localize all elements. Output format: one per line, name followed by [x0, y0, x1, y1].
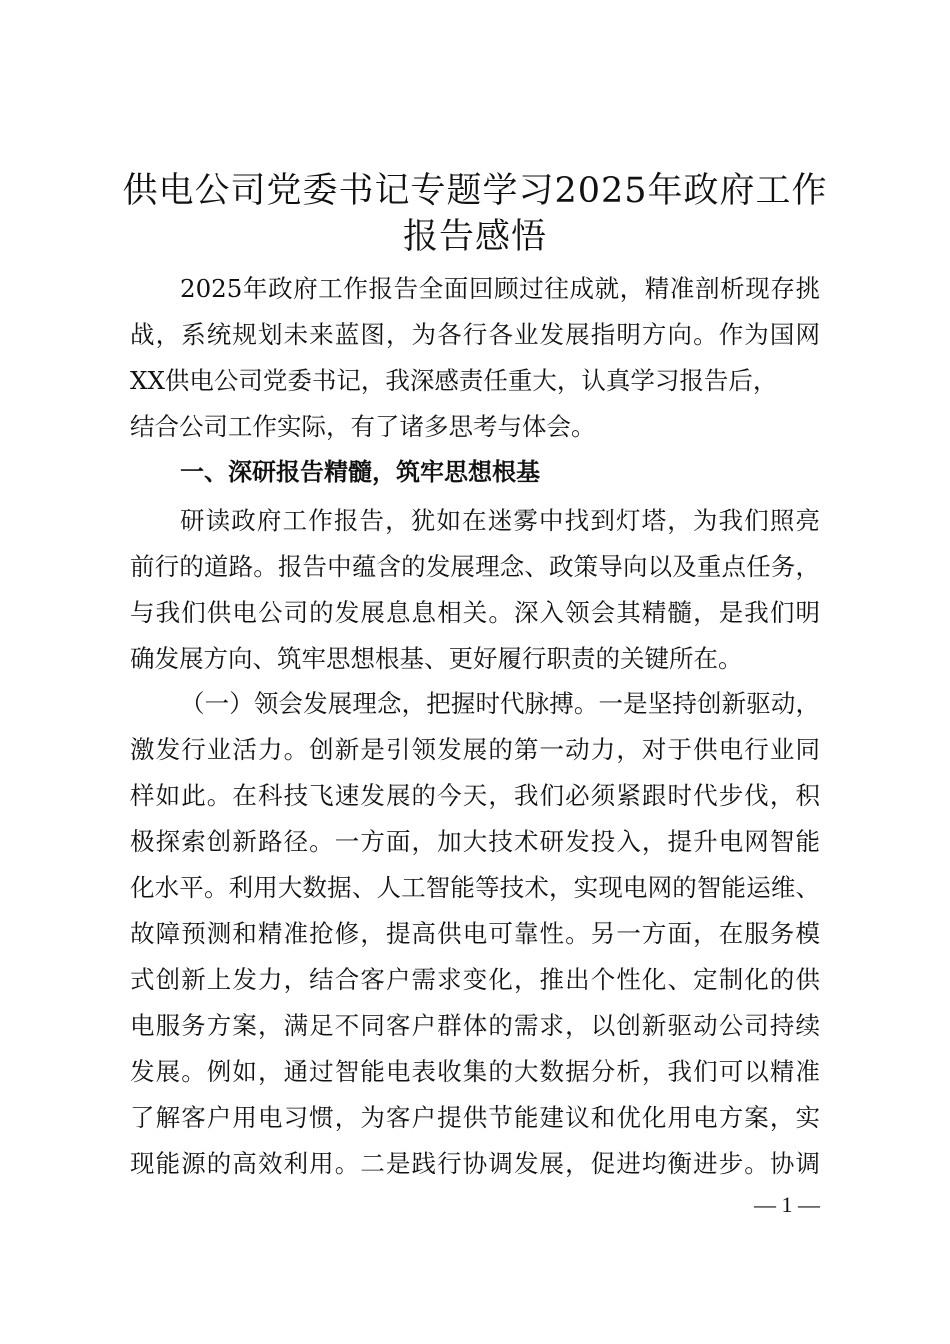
para2-line-2: 激发行业活力。创新是引领发展的第一动力，对于供电行业同	[130, 735, 820, 764]
para2-line-11: 现能源的高效利用。二是践行协调发展，促进均衡进步。协调	[130, 1149, 820, 1178]
para2-line-3: 样如此。在科技飞速发展的今天，我们必须紧跟时代步伐，积	[130, 781, 820, 810]
intro-line-3: XX供电公司党委书记，我深感责任重大，认真学习报告后，	[130, 366, 778, 395]
para2-line-5: 化水平。利用大数据、人工智能等技术，实现电网的智能运维、	[130, 873, 820, 902]
para1-line-4: 确发展方向、筑牢思想根基、更好履行职责的关键所在。	[130, 644, 743, 673]
section-heading-1: 一、深研报告精髓，筑牢思想根基	[180, 458, 540, 486]
page-number: — 1 —	[754, 1192, 820, 1217]
para2-line-1: （一）领会发展理念，把握时代脉搏。一是坚持创新驱动，	[180, 689, 820, 718]
para2-line-4: 极探索创新路径。一方面，加大技术研发投入，提升电网智能	[130, 827, 820, 856]
para2-line-10: 了解客户用电习惯，为客户提供节能建议和优化用电方案，实	[130, 1103, 820, 1132]
para1-line-2: 前行的道路。报告中蕴含的发展理念、政策导向以及重点任务，	[130, 552, 820, 581]
para2-line-6: 故障预测和精准抢修，提高供电可靠性。另一方面，在服务模	[130, 919, 820, 948]
intro-line-1: 2025年政府工作报告全面回顾过往成就，精准剖析现存挑	[180, 274, 820, 303]
intro-line-4: 结合公司工作实际，有了诸多思考与体会。	[130, 412, 596, 441]
para2-line-7: 式创新上发力，结合客户需求变化，推出个性化、定制化的供	[130, 965, 820, 994]
document-title-line-1: 供电公司党委书记专题学习2025年政府工作	[122, 171, 828, 211]
document-title-line-2: 报告感悟	[402, 217, 547, 257]
para1-line-3: 与我们供电公司的发展息息相关。深入领会其精髓，是我们明	[130, 598, 820, 627]
para2-line-8: 电服务方案，满足不同客户群体的需求，以创新驱动公司持续	[130, 1011, 820, 1040]
para2-line-9: 发展。例如，通过智能电表收集的大数据分析，我们可以精准	[130, 1057, 820, 1086]
para1-line-1: 研读政府工作报告，犹如在迷雾中找到灯塔，为我们照亮	[180, 506, 820, 535]
intro-line-2: 战，系统规划未来蓝图，为各行各业发展指明方向。作为国网	[130, 320, 820, 349]
